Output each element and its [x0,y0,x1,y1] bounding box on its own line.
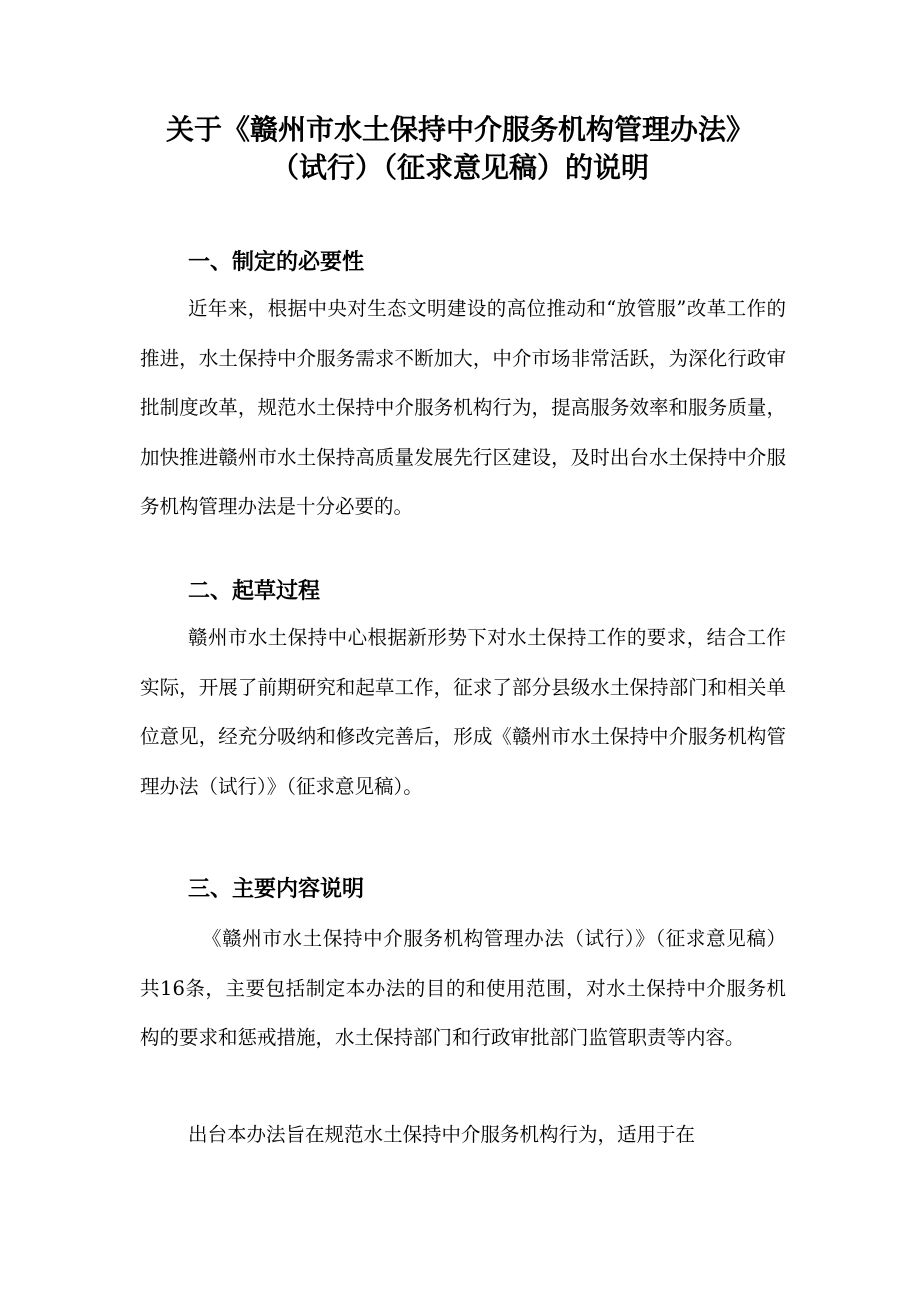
paragraph-main-content: 《赣州市水土保持中介服务机构管理办法（试行）》（征求意见稿）共16条，主要包括制定本办法的目的和使用范围，对水土保持中介服务机构的要求和惩戒措施，水土保持部门和行政审批部门监管职责等内容。 [140,927,786,1049]
paragraph-necessity: 近年来，根据中央对生态文明建设的高位推动和“放管服”改革工作的推进，水土保持中介服务需求不断加大，中介市场非常活跃，为深化行政审批制度改革，规范水土保持中介服务机构行为，提高服务效率和服务质量，加快推进赣州市水土保持高质量发展先行区建设，及时出台水土保持中介服务机构管理办法是十分必要的。 [140,297,786,518]
paragraph-purpose: 出台本办法旨在规范水土保持中介服务机构行为，适用于在 [188,1123,696,1146]
document-title-line2: （试行）（征求意见稿）的说明 [270,151,649,184]
section-heading-main-content: 三、主要内容说明 [188,877,365,902]
section-heading-drafting: 二、起草过程 [188,579,321,604]
paragraph-drafting: 赣州市水土保持中心根据新形势下对水土保持工作的要求，结合工作实际，开展了前期研究和起草工作，征求了部分县级水土保持部门和相关单位意见，经充分吸纳和修改完善后，形成《赣州市水土保持中介服务机构管理办法（试行）》（征求意见稿）。 [140,626,786,798]
document-title-line1: 关于《赣州市水土保持中介服务机构管理办法》 [165,113,754,146]
section-heading-necessity: 一、制定的必要性 [188,250,365,275]
